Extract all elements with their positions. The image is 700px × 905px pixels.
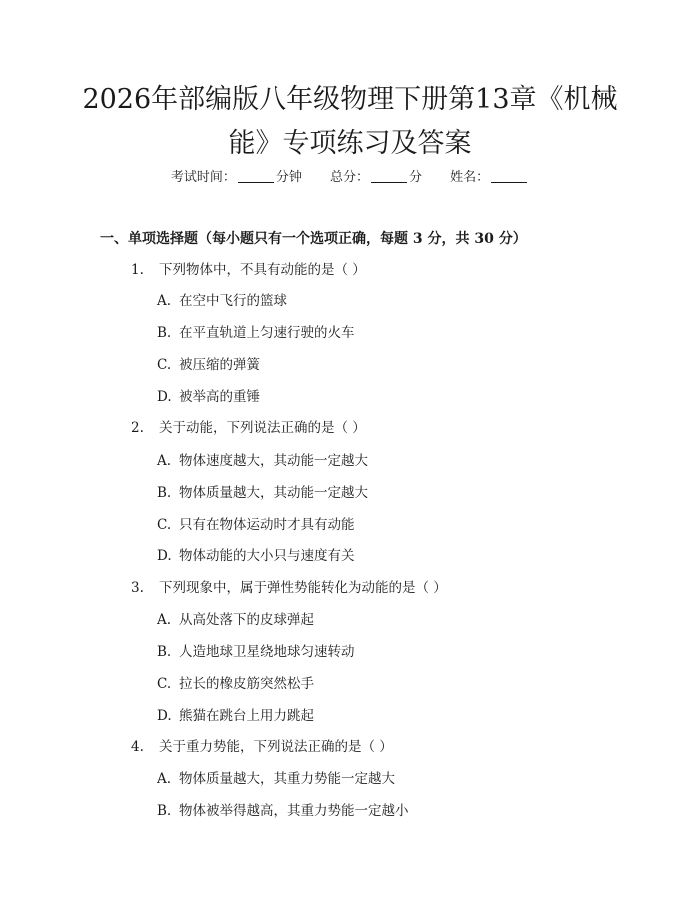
question-text: 下列现象中，属于弹性势能转化为动能的是（ ） <box>159 580 447 596</box>
question-number: 3. <box>131 580 144 596</box>
section-heading: 一、单项选择题（每小题只有一个选项正确，每题 3 分，共 30 分） <box>100 231 527 247</box>
question-1-option-c <box>157 355 260 375</box>
total-score-label: 总分： <box>329 170 369 185</box>
option-letter: B. <box>157 325 172 341</box>
option-letter: A. <box>157 771 172 787</box>
question-number: 4. <box>131 739 144 755</box>
option-letter: B. <box>157 485 172 501</box>
option-letter: A. <box>157 453 172 469</box>
question-text: 下列物体中，不具有动能的是（ ） <box>159 262 366 278</box>
question-number: 1. <box>131 262 144 278</box>
option-text: 人造地球卫星绕地球匀速转动 <box>179 644 355 660</box>
question-number: 2. <box>131 420 144 436</box>
exam-time-field <box>171 168 302 188</box>
total-score-blank <box>371 168 407 183</box>
option-text: 被压缩的弹簧 <box>179 357 260 373</box>
option-text: 物体被举得越高，其重力势能一定越小 <box>179 803 409 819</box>
document-title: 2026年部编版八年级物理下册第13章《机械能》专项练习及答案 <box>82 84 618 159</box>
question-text: 关于动能，下列说法正确的是（ ） <box>159 420 366 436</box>
option-letter: B. <box>157 803 172 819</box>
option-text: 熊猫在跳台上用力跳起 <box>179 708 314 724</box>
question-3-option-b <box>157 642 355 662</box>
question-3-option-a <box>157 610 314 630</box>
exam-time-label: 考试时间： <box>170 170 236 185</box>
total-score-unit: 分 <box>409 170 423 185</box>
question-2-option-d <box>157 546 355 566</box>
question-4 <box>131 737 393 757</box>
option-letter: A. <box>157 612 172 628</box>
option-text: 从高处落下的皮球弹起 <box>179 612 314 628</box>
option-text: 物体速度越大，其动能一定越大 <box>179 453 368 469</box>
exam-time-blank <box>238 168 274 183</box>
question-3-option-c <box>157 674 314 694</box>
question-1 <box>131 260 366 280</box>
exam-info-line <box>0 168 700 188</box>
question-2 <box>131 418 366 438</box>
exam-time-unit: 分钟 <box>275 170 302 185</box>
total-score-field <box>330 168 422 188</box>
option-letter: A. <box>157 293 172 309</box>
student-name-label: 姓名： <box>450 170 490 185</box>
question-1-option-d <box>157 387 260 407</box>
student-name-blank <box>491 168 527 183</box>
option-letter: C. <box>157 357 172 373</box>
option-text: 物体质量越大，其动能一定越大 <box>179 485 368 501</box>
option-text: 只有在物体运动时才具有动能 <box>179 517 355 533</box>
option-text: 在平直轨道上匀速行驶的火车 <box>179 325 355 341</box>
option-letter: D. <box>157 389 172 405</box>
question-2-option-b <box>157 483 368 503</box>
question-3-option-d <box>157 706 314 726</box>
student-name-field <box>450 168 529 188</box>
option-text: 物体质量越大，其重力势能一定越大 <box>179 771 395 787</box>
option-letter: D. <box>157 548 172 564</box>
option-text: 物体动能的大小只与速度有关 <box>179 548 355 564</box>
option-text: 拉长的橡皮筋突然松手 <box>179 676 314 692</box>
question-1-option-b <box>157 323 355 343</box>
question-2-option-a <box>157 451 368 471</box>
question-1-option-a <box>157 291 287 311</box>
question-text: 关于重力势能，下列说法正确的是（ ） <box>159 739 393 755</box>
question-2-option-c <box>157 515 355 535</box>
option-text: 在空中飞行的篮球 <box>179 293 287 309</box>
option-letter: C. <box>157 676 172 692</box>
question-4-option-b <box>157 801 409 821</box>
option-letter: B. <box>157 644 172 660</box>
question-3 <box>131 578 447 598</box>
option-letter: C. <box>157 517 172 533</box>
question-4-option-a <box>157 769 395 789</box>
option-letter: D. <box>157 708 172 724</box>
option-text: 被举高的重锤 <box>179 389 260 405</box>
